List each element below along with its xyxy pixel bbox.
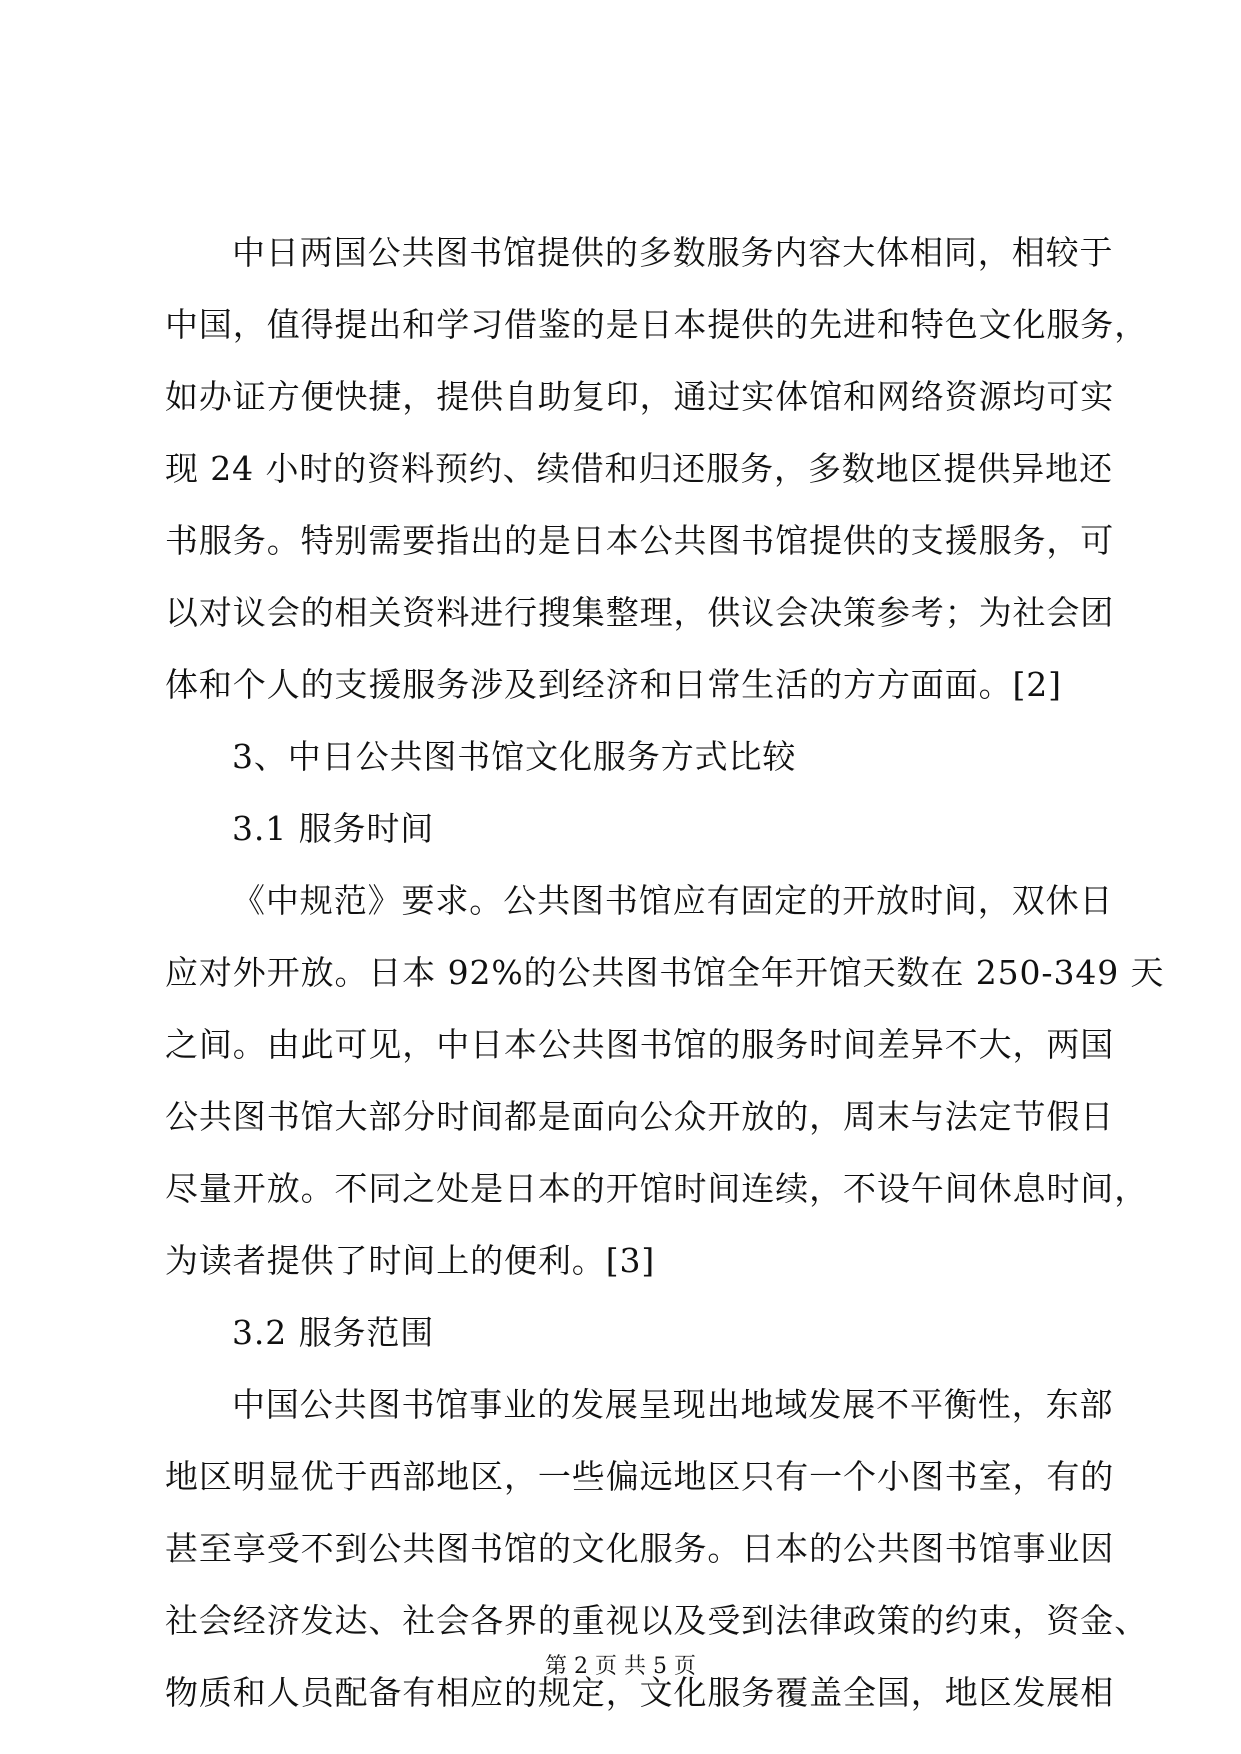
- paragraph-line: 应对外开放。日本 92%的公共图书馆全年开馆天数在 250-349 天: [165, 953, 1165, 992]
- paragraph-line: 中国公共图书馆事业的发展呈现出地域发展不平衡性，东部: [232, 1385, 1114, 1424]
- section-heading: 3、中日公共图书馆文化服务方式比较: [232, 737, 797, 776]
- subsection-heading: 3.2 服务范围: [232, 1313, 435, 1352]
- page-number-footer: 第 2 页 共 5 页: [545, 1654, 696, 1679]
- paragraph-line: 甚至享受不到公共图书馆的文化服务。日本的公共图书馆事业因: [165, 1529, 1115, 1568]
- paragraph-line: 为读者提供了时间上的便利。[3]: [165, 1241, 656, 1280]
- paragraph-line: 书服务。特别需要指出的是日本公共图书馆提供的支援服务，可: [165, 521, 1115, 560]
- paragraph-line: 现 24 小时的资料预约、续借和归还服务，多数地区提供异地还: [165, 449, 1113, 488]
- paragraph-line: 地区明显优于西部地区，一些偏远地区只有一个小图书室，有的: [165, 1457, 1115, 1496]
- paragraph-line: 如办证方便快捷，提供自助复印，通过实体馆和网络资源均可实: [165, 377, 1115, 416]
- paragraph-line: 物质和人员配备有相应的规定，文化服务覆盖全国，地区发展相: [165, 1673, 1115, 1712]
- paragraph-line: 社会经济发达、社会各界的重视以及受到法律政策的约束，资金、: [165, 1601, 1149, 1640]
- paragraph-line: 《中规范》要求。公共图书馆应有固定的开放时间，双休日: [232, 881, 1114, 920]
- paragraph-line: 体和个人的支援服务涉及到经济和日常生活的方方面面。[2]: [165, 665, 1062, 704]
- paragraph-line: 中国，值得提出和学习借鉴的是日本提供的先进和特色文化服务，: [165, 305, 1149, 344]
- paragraph-line: 之间。由此可见，中日本公共图书馆的服务时间差异不大，两国: [165, 1025, 1115, 1064]
- subsection-heading: 3.1 服务时间: [232, 809, 435, 848]
- paragraph-line: 尽量开放。不同之处是日本的开馆时间连续，不设午间休息时间，: [165, 1169, 1149, 1208]
- paragraph-line: 中日两国公共图书馆提供的多数服务内容大体相同，相较于: [232, 233, 1114, 272]
- paragraph-line: 公共图书馆大部分时间都是面向公众开放的，周末与法定节假日: [165, 1097, 1115, 1136]
- paragraph-line: 以对议会的相关资料进行搜集整理，供议会决策参考；为社会团: [165, 593, 1115, 632]
